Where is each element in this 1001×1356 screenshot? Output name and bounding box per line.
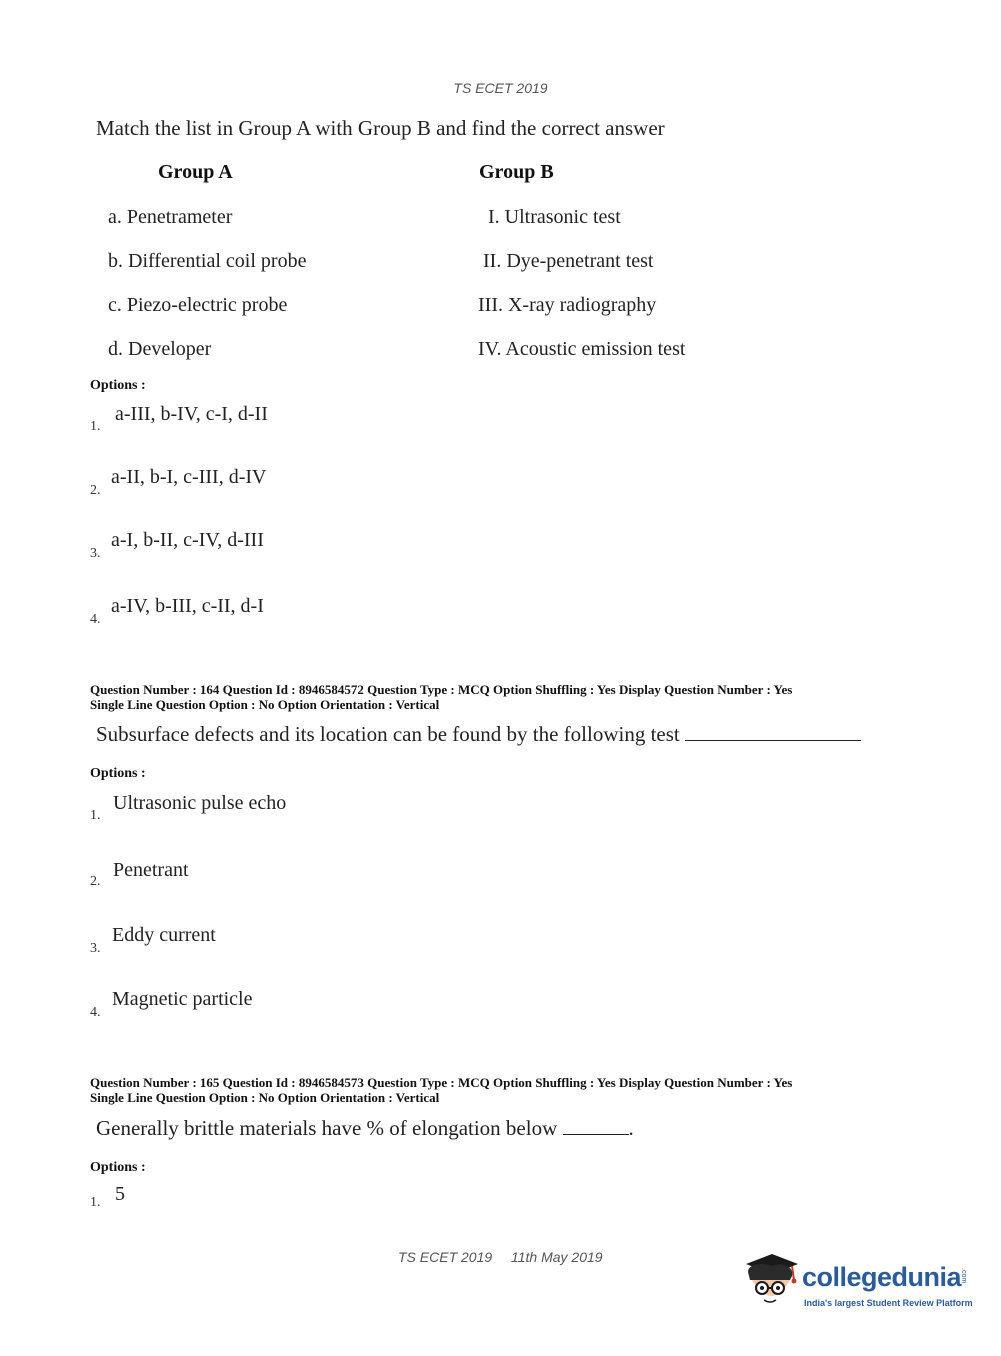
group-a-item: d. Developer <box>108 338 212 360</box>
option-text[interactable]: Penetrant <box>113 859 189 881</box>
option-text[interactable]: a-III, b-IV, c-I, d-II <box>115 403 268 425</box>
group-b-item: II. Dye-penetrant test <box>483 250 654 272</box>
question-164-text <box>96 722 861 747</box>
answer-blank <box>685 722 861 741</box>
option-number: 1. <box>90 808 101 823</box>
option-text[interactable]: Magnetic particle <box>112 988 253 1010</box>
option-number: 1. <box>90 419 101 434</box>
option-text[interactable]: a-I, b-II, c-IV, d-III <box>111 529 264 551</box>
group-b-title: Group B <box>479 161 554 183</box>
logo-wordmark: collegedunia <box>802 1262 962 1292</box>
option-text[interactable]: a-II, b-I, c-III, d-IV <box>111 466 267 488</box>
option-number: 2. <box>90 874 101 889</box>
question-164-prompt: Subsurface defects and its location can be found by the following test <box>96 722 680 746</box>
question-163-text: Match the list in Group A with Group B and find the correct answer <box>96 116 665 140</box>
question-165-meta: Single Line Question Option : No Option Orientation : Vertical <box>90 1090 440 1105</box>
logo-suffix: .com <box>960 1268 967 1284</box>
group-b-item: I. Ultrasonic test <box>488 206 621 228</box>
group-b-item: III. X-ray radiography <box>478 294 657 316</box>
option-text[interactable]: a-IV, b-III, c-II, d-I <box>111 595 264 617</box>
option-number: 4. <box>90 1005 101 1020</box>
options-label: Options : <box>90 1160 146 1175</box>
footer-exam: TS ECET 2019 <box>398 1249 493 1265</box>
question-165-prompt-end: . <box>628 1116 634 1140</box>
answer-blank <box>563 1116 629 1135</box>
question-164-meta: Question Number : 164 Question Id : 8946584572 Question Type : MCQ Option Shuffling : Yes Display Question Number : Yes <box>90 682 793 697</box>
option-number: 3. <box>90 941 101 956</box>
group-a-title: Group A <box>158 161 233 183</box>
option-text[interactable]: 5 <box>115 1183 125 1205</box>
option-number: 3. <box>90 546 101 561</box>
options-label: Options : <box>90 766 146 781</box>
option-text[interactable]: Ultrasonic pulse echo <box>113 792 287 814</box>
question-164-meta: Single Line Question Option : No Option Orientation : Vertical <box>90 697 440 712</box>
group-b-item: IV. Acoustic emission test <box>478 338 686 360</box>
collegedunia-logo[interactable] <box>742 1250 982 1320</box>
option-number: 4. <box>90 612 101 627</box>
student-mascot-icon <box>742 1250 800 1316</box>
group-a-item: c. Piezo-electric probe <box>108 294 288 316</box>
option-text[interactable]: Eddy current <box>112 924 216 946</box>
option-number: 2. <box>90 483 101 498</box>
question-165-meta: Question Number : 165 Question Id : 8946584573 Question Type : MCQ Option Shuffling : Yes Display Question Number : Yes <box>90 1075 793 1090</box>
group-a-item: b. Differential coil probe <box>108 250 307 272</box>
logo-tagline: India's largest Student Review Platform <box>804 1298 973 1308</box>
question-165-prompt: Generally brittle materials have % of elongation below <box>96 1116 558 1140</box>
footer-date: 11th May 2019 <box>511 1249 603 1265</box>
option-number: 1. <box>90 1195 101 1210</box>
question-165-text <box>96 1116 634 1141</box>
options-label: Options : <box>90 378 146 393</box>
page-header: TS ECET 2019 <box>453 80 548 96</box>
group-a-item: a. Penetrameter <box>108 206 233 228</box>
